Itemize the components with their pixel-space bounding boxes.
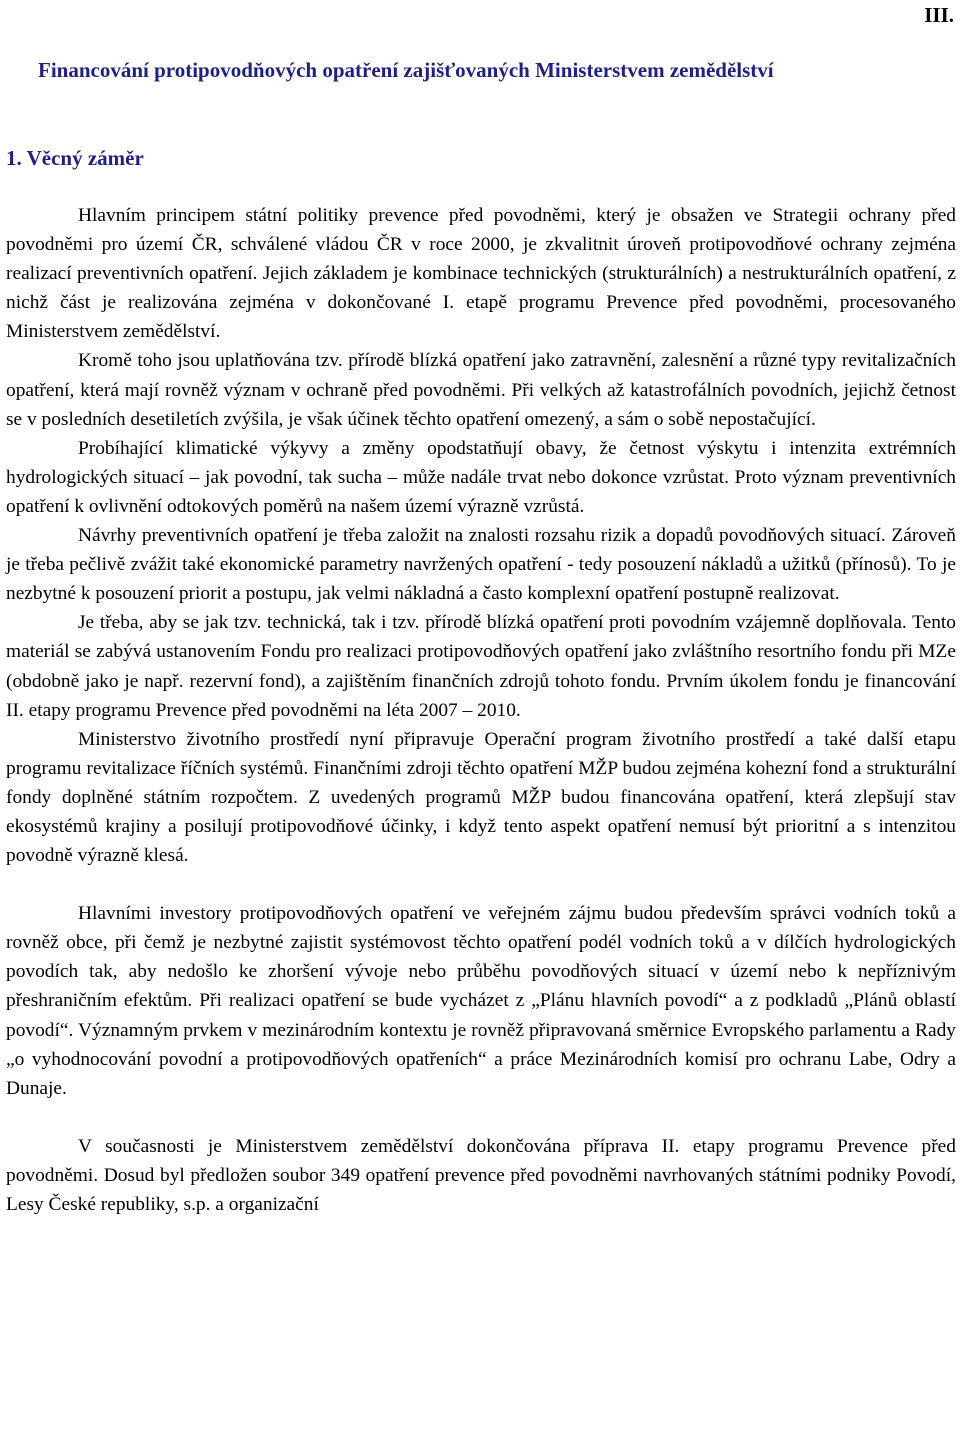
- annex-number: III.: [924, 3, 954, 27]
- paragraph: Kromě toho jsou uplatňována tzv. přírodě blízká opatření jako zatravnění, zalesnění a různé typy revitalizačních opatření, která mají rovněž význam v ochraně před povodněmi. Při velkých až katastrofálních povodních, jejichž četnost se v posledních desetiletích zvýšila, je však účinek těchto opatření omezený, a sám o sobě nepostačující.: [6, 350, 956, 430]
- paragraph: Hlavními investory protipovodňových opatření ve veřejném zájmu budou především správci vodních toků a rovněž obce, při čemž je nezbytné zajistit systémovost těchto opatření podél vodních toků a v dílčích hydrologických povodích tak, aby nedošlo ke zhoršení vývoje nebo průběhu povodňových situací v území nebo k nepříznivým přeshraničním efektům. Při realizaci opatření se bude vycházet z „Plánu hlavních povodí“ a z podkladů „Plánů oblastí povodí“. Významným prvkem v mezinárodním kontextu je rovněž připravovaná směrnice Evropského parlamentu a Rady „o vyhodnocování povodní a protipovodňových opatřeních“ a práce Mezinárodních komisí pro ochranu Labe, Odry a Dunaje.: [6, 903, 956, 1099]
- paragraph: Probíhající klimatické výkyvy a změny opodstatňují obavy, že četnost výskytu i intenzita extrémních hydrologických situací – jak povodní, tak sucha – může nadále trvat nebo dokonce vzrůstat. Proto význam preventivních opatření k ovlivnění odtokových poměrů na našem území výrazně vzrůstá.: [6, 437, 956, 517]
- paragraph: Je třeba, aby se jak tzv. technická, tak i tzv. přírodě blízká opatření proti povodním vzájemně doplňovala. Tento materiál se zabývá ustanovením Fondu pro realizaci protipovodňových opatření jako zvláštního resortního fondu při MZe (obdobně jako je např. rezervní fond), a zajištěním finančních zdrojů tohoto fondu. Prvním úkolem fondu je financování II. etapy programu Prevence před povodněmi na léta 2007 – 2010.: [6, 612, 956, 721]
- paragraph: Ministerstvo životního prostředí nyní připravuje Operační program životního prostředí a také další etapu programu revitalizace říčních systémů. Finančními zdroji těchto opatření MŽP budou zejména kohezní fond a strukturální fondy doplněné státním rozpočtem. Z uvedených programů MŽP budou financována opatření, která zlepšují stav ekosystémů krajiny a posilují protipovodňové účinky, i když tento aspekt opatření nemusí být prioritní a s intenzitou povodně výrazně klesá.: [6, 728, 956, 867]
- document-body: [6, 201, 956, 1219]
- paragraph: Návrhy preventivních opatření je třeba založit na znalosti rozsahu rizik a dopadů povodňových situací. Zároveň je třeba pečlivě zvážit také ekonomické parametry navržených opatření - tedy posouzení nákladů a užitků (přínosů). To je nezbytné k posouzení priorit a postupu, jak velmi nákladná a často komplexní opatření postupně realizovat.: [6, 525, 956, 605]
- paragraph: V současnosti je Ministerstvem zemědělství dokončována příprava II. etapy programu Prevence před povodněmi. Dosud byl předložen soubor 349 opatření prevence před povodněmi navrhovaných státními podniky Povodí, Lesy České republiky, s.p. a organizační: [6, 1135, 956, 1215]
- paragraph: Hlavním principem státní politiky prevence před povodněmi, který je obsažen ve Strategii ochrany před povodněmi pro území ČR, schválené vládou ČR v roce 2000, je zkvalitnit úroveň protipovodňové ochrany zejména realizací preventivních opatření. Jejich základem je kombinace technických (strukturálních) a nestrukturálních opatření, z nichž část je realizována zejména v dokončované I. etapě programu Prevence před povodněmi, procesovaného Ministerstvem zemědělství.: [6, 205, 956, 343]
- section-heading: 1. Věcný záměr: [6, 146, 144, 170]
- document-title: Financování protipovodňových opatření zajišťovaných Ministerstvem zemědělství: [38, 58, 774, 82]
